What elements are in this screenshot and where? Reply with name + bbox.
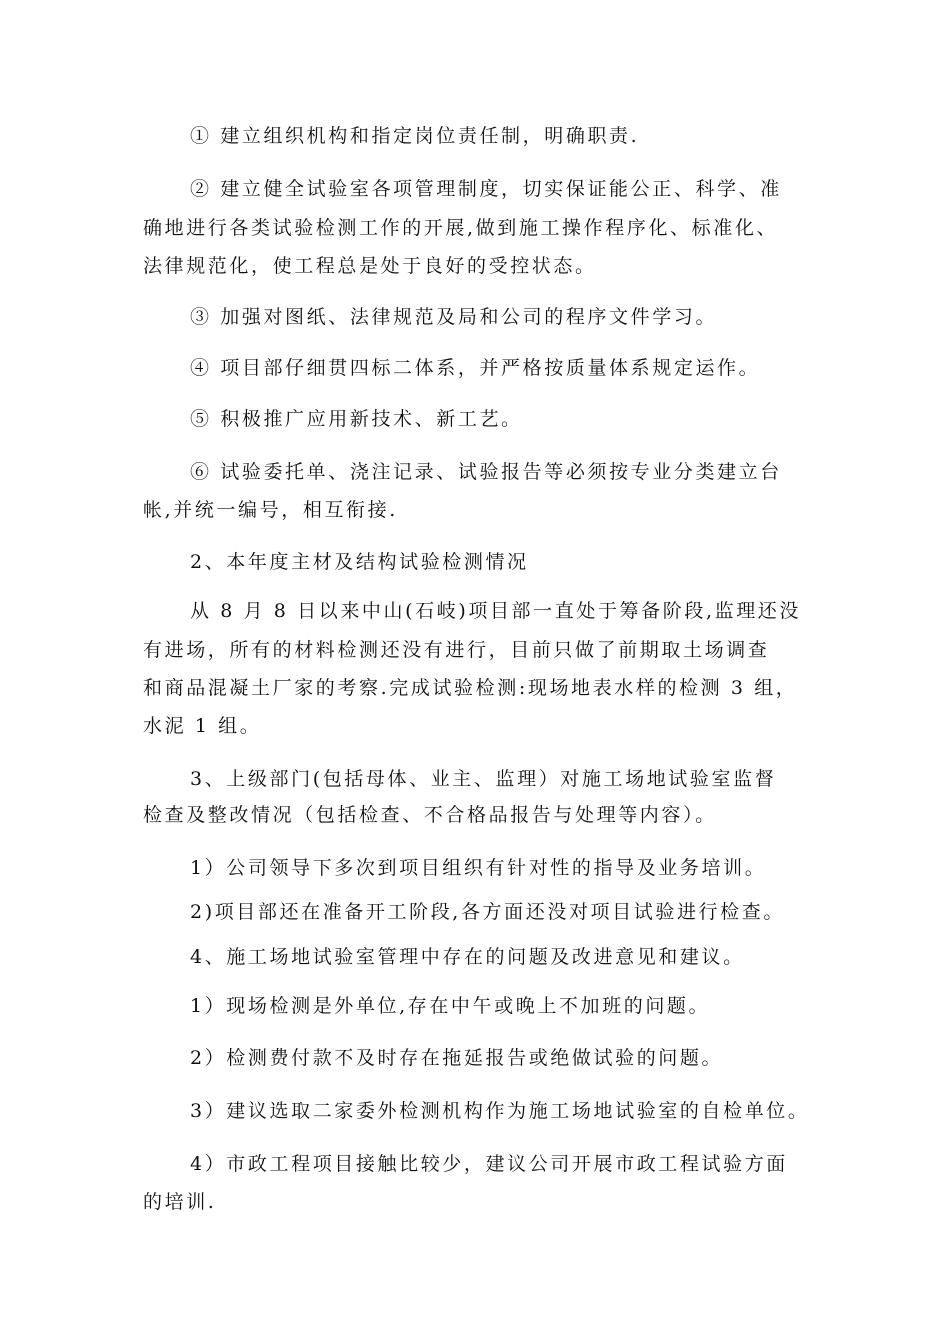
para-2-line-2: 确地进行各类试验检测工作的开展,做到施工操作程序化、标准化、 bbox=[143, 217, 779, 239]
para-8-line-3: 和商品混凝土厂家的考察.完成试验检测:现场地表水样的检测 3 组， bbox=[143, 677, 798, 699]
para-3-line-1: ③ 加强对图纸、法律规范及局和公司的程序文件学习。 bbox=[190, 306, 718, 328]
para-16-line-1: 4）市政工程项目接触比较少，建议公司开展市政工程试验方面 bbox=[190, 1153, 788, 1175]
para-7-line-1: 2、本年度主材及结构试验检测情况 bbox=[190, 551, 529, 573]
para-8-line-1: 从 8 月 8 日以来中山(石岐)项目部一直处于筹备阶段,监理还没 bbox=[190, 600, 802, 622]
para-9-line-2: 检查及整改情况（包括检查、不合格品报告与处理等内容）。 bbox=[143, 804, 717, 826]
para-12-line-1: 4、施工场地试验室管理中存在的问题及改进意见和建议。 bbox=[190, 946, 745, 968]
para-8-line-2: 有进场，所有的材料检测还没有进行，目前只做了前期取土场调查 bbox=[143, 639, 770, 661]
para-1-line-1: ① 建立组织机构和指定岗位责任制，明确职责. bbox=[190, 125, 640, 147]
para-10-line-1: 1）公司领导下多次到项目组织有针对性的指导及业务培训。 bbox=[190, 857, 767, 879]
para-16-line-2: 的培训. bbox=[143, 1191, 217, 1213]
para-8-line-4: 水泥 1 组。 bbox=[143, 715, 262, 737]
para-2-line-3: 法律规范化，使工程总是处于良好的受控状态。 bbox=[143, 255, 597, 277]
para-5-line-1: ⑤ 积极推广应用新技术、新工艺。 bbox=[190, 408, 523, 430]
para-14-line-1: 2）检测费付款不及时存在拖延报告或绝做试验的问题。 bbox=[190, 1047, 724, 1069]
para-6-line-2: 帐,并统一编号，相互衔接. bbox=[143, 499, 398, 521]
para-15-line-1: 3）建议选取二家委外检测机构作为施工场地试验室的自检单位。 bbox=[190, 1100, 810, 1122]
para-11-line-1: 2)项目部还在准备开工阶段,各方面还没对项目试验进行检查。 bbox=[190, 901, 785, 923]
para-2-line-1: ② 建立健全试验室各项管理制度，切实保证能公正、科学、准 bbox=[190, 178, 782, 200]
para-6-line-1: ⑥ 试验委托单、浇注记录、试验报告等必须按专业分类建立台 bbox=[190, 461, 782, 483]
para-13-line-1: 1）现场检测是外单位,存在中午或晚上不加班的问题。 bbox=[190, 995, 711, 1017]
para-9-line-1: 3、上级部门(包括母体、业主、监理）对施工场地试验室监督 bbox=[190, 768, 777, 790]
para-4-line-1: ④ 项目部仔细贯四标二体系，并严格按质量体系规定运作。 bbox=[190, 357, 761, 379]
